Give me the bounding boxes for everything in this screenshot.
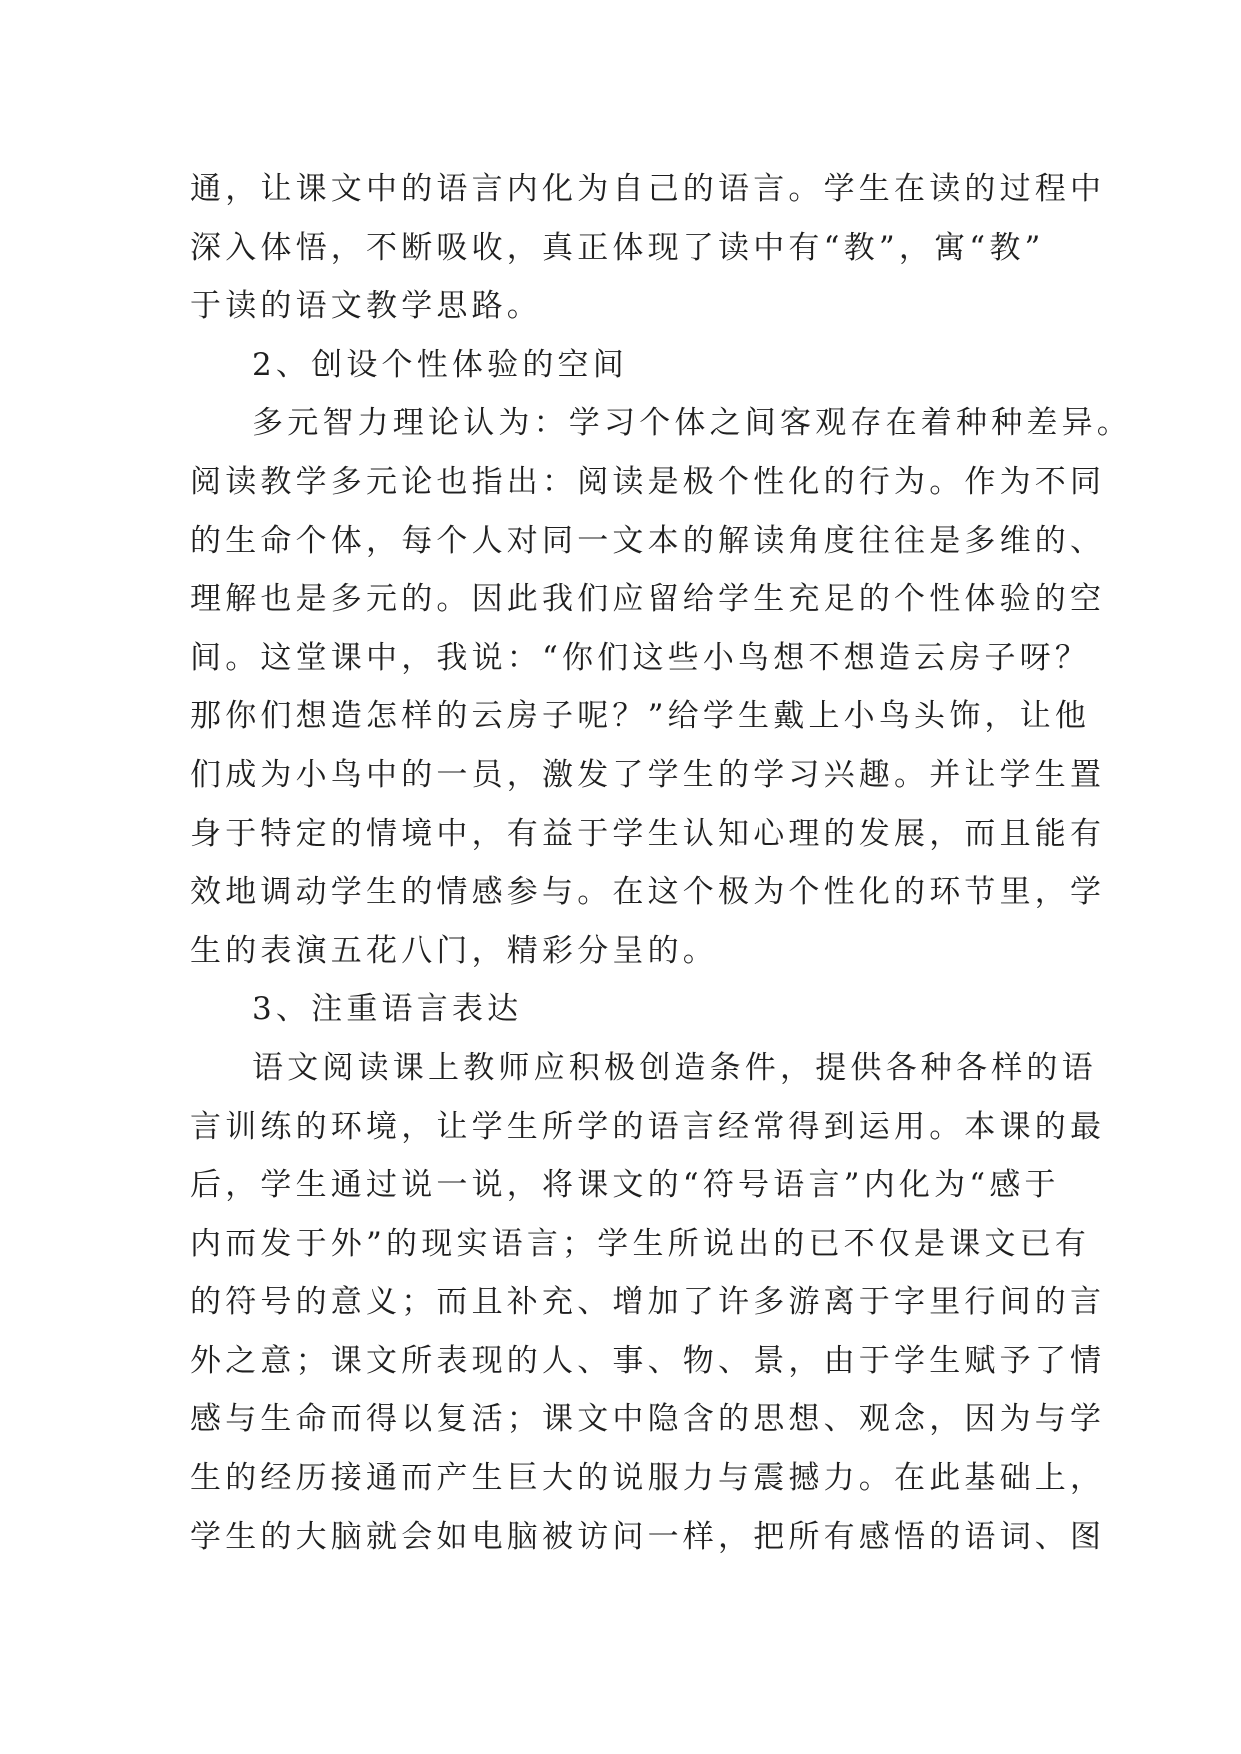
text-line: 的生命个体，每个人对同一文本的解读角度往往是多维的、 — [190, 522, 1106, 559]
text-line: 的符号的意义；而且补充、增加了许多游离于字里行间的言 — [190, 1284, 1106, 1321]
text-line: 外之意；课文所表现的人、事、物、景，由于学生赋予了情 — [190, 1342, 1106, 1379]
text-line: 生的表演五花八门，精彩分呈的。 — [190, 932, 718, 969]
text-line: 效地调动学生的情感参与。在这个极为个性化的环节里，学 — [190, 874, 1106, 911]
text-line: 多元智力理论认为：学习个体之间客观存在着种种差异。 — [252, 405, 1132, 442]
body-text — [190, 160, 1132, 1566]
text-line: 感与生命而得以复活；课文中隐含的思想、观念，因为与学 — [190, 1401, 1106, 1438]
section-heading: 3、注重语言表达 — [252, 991, 523, 1028]
text-line: 理解也是多元的。因此我们应留给学生充足的个性体验的空 — [190, 581, 1106, 618]
text-line: 们成为小鸟中的一员，激发了学生的学习兴趣。并让学生置 — [190, 756, 1106, 793]
text-line: 生的经历接通而产生巨大的说服力与震撼力。在此基础上， — [190, 1460, 1106, 1497]
text-line: 身于特定的情境中，有益于学生认知心理的发展，而且能有 — [190, 815, 1106, 852]
text-line: 那你们想造怎样的云房子呢？”给学生戴上小鸟头饰，让他 — [190, 698, 1091, 735]
text-line: 间。这堂课中，我说：“你们这些小鸟想不想造云房子呀？ — [190, 639, 1091, 676]
text-line: 言训练的环境，让学生所学的语言经常得到运用。本课的最 — [190, 1108, 1106, 1145]
text-line: 深入体悟，不断吸收，真正体现了读中有“教”，寓“教” — [190, 229, 1045, 266]
section-heading: 2、创设个性体验的空间 — [252, 346, 628, 383]
text-line: 语文阅读课上教师应积极创造条件，提供各种各样的语 — [252, 1049, 1097, 1086]
text-line: 学生的大脑就会如电脑被访问一样，把所有感悟的语词、图 — [190, 1518, 1106, 1555]
text-line: 于读的语文教学思路。 — [190, 288, 542, 325]
text-line: 阅读教学多元论也指出：阅读是极个性化的行为。作为不同 — [190, 463, 1106, 500]
text-line: 后，学生通过说一说，将课文的“符号语言”内化为“感于 — [190, 1167, 1060, 1204]
text-line: 内而发于外”的现实语言；学生所说出的已不仅是课文已有 — [190, 1225, 1091, 1262]
text-line: 通，让课文中的语言内化为自己的语言。学生在读的过程中 — [190, 171, 1106, 207]
